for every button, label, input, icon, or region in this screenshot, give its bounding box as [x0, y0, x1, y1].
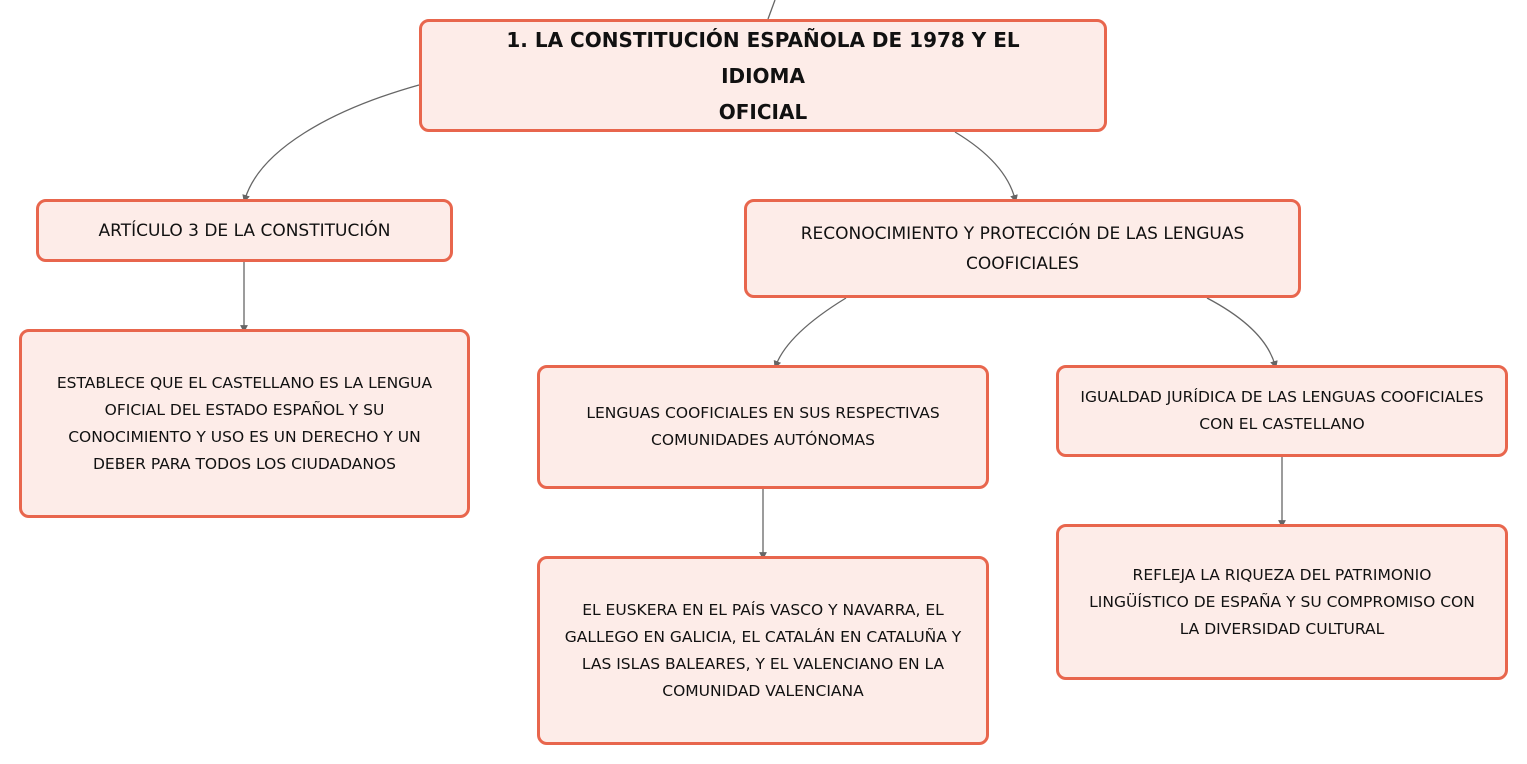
establece-line: DEBER PARA TODOS LOS CIUDADANOS: [92, 454, 396, 473]
euskera-line: EL EUSKERA EN EL PAÍS VASCO Y NAVARRA, EL: [582, 600, 944, 619]
refleja-node[interactable]: [1056, 524, 1508, 680]
edge-root-to-reconocimiento: [955, 132, 1015, 199]
lenguas-cooficiales-line: COMUNIDADES AUTÓNOMAS: [651, 431, 875, 449]
euskera-line: GALLEGO EN GALICIA, EL CATALÁN EN CATALUÑA Y: [564, 627, 962, 646]
root-topic-text: [462, 22, 1064, 130]
edge-reconocimiento-to-lenguas: [776, 298, 846, 365]
edge-parent-to-root: [768, 0, 775, 19]
establece-node[interactable]: [19, 329, 470, 518]
reconocimiento-line: RECONOCIMIENTO Y PROTECCIÓN DE LAS LENGUAS: [800, 223, 1245, 244]
igualdad-line: CON EL CASTELLANO: [1199, 415, 1365, 433]
reconocimiento-text: [801, 219, 1245, 279]
igualdad-node[interactable]: [1056, 365, 1508, 457]
lenguas-cooficiales-line: LENGUAS COOFICIALES EN SUS RESPECTIVAS: [586, 404, 940, 422]
establece-line: CONOCIMIENTO Y USO ES UN DERECHO Y UN: [68, 427, 421, 446]
euskera-line: LAS ISLAS BALEARES, Y EL VALENCIANO EN LA: [581, 654, 945, 673]
reconocimiento-node[interactable]: [744, 199, 1301, 298]
edge-root-to-articulo3: [245, 85, 419, 199]
edge-reconocimiento-to-igualdad: [1207, 298, 1275, 365]
articulo3-node[interactable]: [36, 199, 453, 262]
refleja-line: LINGÜÍSTICO DE ESPAÑA Y SU COMPROMISO CON: [1089, 592, 1475, 611]
establece-text: [57, 370, 432, 478]
articulo3-text: [99, 216, 391, 246]
euskera-node[interactable]: [537, 556, 989, 745]
igualdad-text: [1080, 384, 1483, 438]
refleja-line: LA DIVERSIDAD CULTURAL: [1179, 619, 1385, 638]
establece-line: OFICIAL DEL ESTADO ESPAÑOL Y SU: [104, 400, 385, 419]
refleja-line: REFLEJA LA RIQUEZA DEL PATRIMONIO: [1132, 565, 1432, 584]
euskera-line: COMUNIDAD VALENCIANA: [662, 681, 864, 700]
root-topic-line: 1. LA CONSTITUCIÓN ESPAÑOLA DE 1978 Y EL IDIOMA: [506, 27, 1020, 88]
igualdad-line: IGUALDAD JURÍDICA DE LAS LENGUAS COOFICIALES: [1080, 388, 1484, 406]
euskera-text: [565, 597, 962, 705]
lenguas-cooficiales-text: [586, 400, 939, 454]
lenguas-cooficiales-node[interactable]: [537, 365, 989, 489]
root-topic-line: OFICIAL: [718, 99, 808, 124]
articulo3-line: ARTÍCULO 3 DE LA CONSTITUCIÓN: [98, 220, 391, 241]
establece-line: ESTABLECE QUE EL CASTELLANO ES LA LENGUA: [56, 373, 433, 392]
reconocimiento-line: COOFICIALES: [966, 253, 1079, 274]
root-topic-node[interactable]: [419, 19, 1107, 132]
refleja-text: [1089, 562, 1475, 643]
